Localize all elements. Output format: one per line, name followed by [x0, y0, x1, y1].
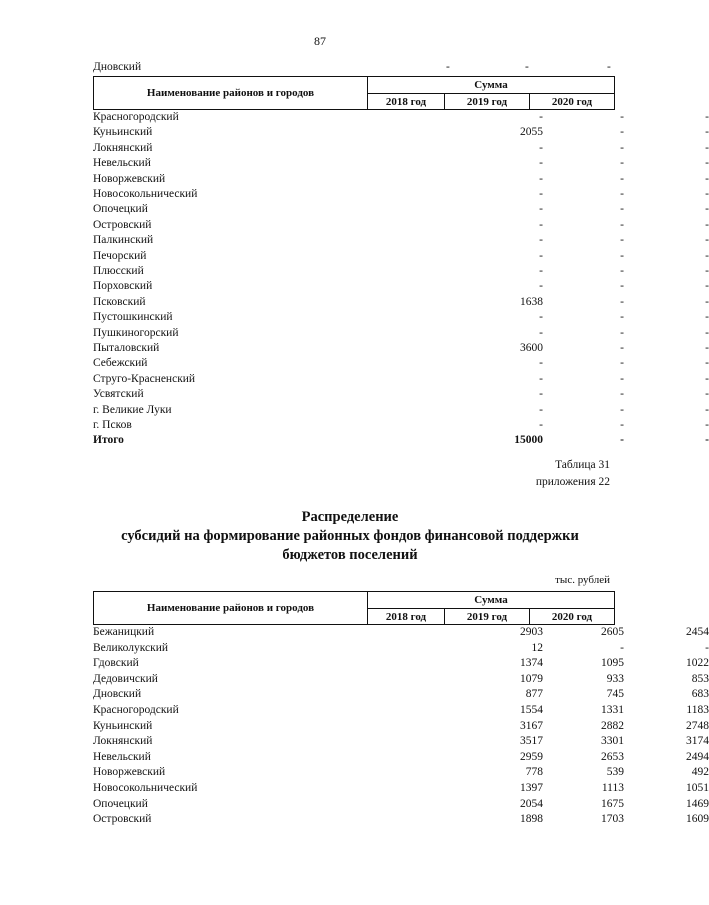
row-value-2018: 3167: [520, 719, 543, 732]
row-value-2019: -: [525, 61, 529, 73]
title-line-1: Распределение: [301, 509, 399, 525]
table-row: [93, 279, 709, 294]
table2-header: [93, 591, 615, 625]
title-line-3: бюджетов поселений: [282, 547, 418, 563]
row-value-2019: -: [620, 188, 624, 200]
caption-table-number: Таблица 31: [555, 459, 610, 471]
row-value-2019: 2605: [601, 626, 624, 638]
row-value-2019: -: [620, 126, 624, 139]
total-row: [93, 433, 709, 448]
table-row: [93, 812, 709, 827]
row-value-2020: -: [705, 641, 709, 654]
table-row: [93, 387, 709, 402]
row-name: Пыталовский: [93, 342, 160, 354]
table-row: [93, 264, 709, 279]
row-name: Усвятский: [93, 388, 144, 401]
table-row: [93, 703, 709, 718]
units-label: тыс. рублей: [555, 574, 610, 586]
row-value-2019: -: [620, 157, 624, 170]
row-name: Локнянский: [93, 141, 153, 154]
row-value-2019: -: [620, 388, 624, 401]
row-name: Палкинский: [93, 234, 154, 247]
row-value-2018: -: [539, 357, 543, 370]
row-value-2019: 2882: [601, 719, 624, 732]
row-name: Струго-Красненский: [93, 372, 196, 385]
row-name: Пустошкинский: [93, 311, 173, 324]
row-value-2020: 1609: [686, 813, 709, 826]
row-value-2019: -: [620, 311, 624, 324]
row-value-2020: -: [705, 157, 709, 170]
row-name: Островский: [93, 218, 152, 231]
row-value-2020: -: [705, 172, 709, 185]
table-row: [93, 750, 709, 765]
row-value-2019: 745: [606, 688, 624, 701]
section-title: [60, 508, 640, 565]
carryover-row: [93, 60, 613, 75]
row-name: Псковский: [93, 295, 146, 308]
table-row: [93, 295, 709, 310]
row-value-2019: 1095: [601, 657, 624, 670]
row-value-2020: -: [607, 61, 611, 73]
table-row: [93, 641, 709, 656]
row-value-2018: -: [539, 403, 543, 416]
row-name: г. Великие Луки: [93, 403, 172, 416]
row-value-2018: -: [539, 249, 543, 262]
row-value-2020: -: [705, 357, 709, 370]
row-value-2018: 3600: [520, 342, 543, 354]
row-value-2019: -: [620, 249, 624, 262]
row-value-2018: 2959: [520, 750, 543, 763]
header-name-col: Наименование районов и городов: [94, 592, 368, 625]
row-value-2018: 1397: [520, 782, 543, 794]
row-value-2020: -: [705, 249, 709, 262]
total-value-2019: -: [620, 434, 624, 447]
table-row: [93, 687, 709, 702]
page-number: 87: [314, 34, 326, 48]
row-value-2020: -: [705, 372, 709, 385]
row-value-2018: 1079: [520, 672, 543, 685]
row-name: Дедовичский: [93, 672, 158, 685]
table-row: [93, 141, 709, 156]
header-year-2020: 2020 год: [530, 609, 615, 625]
row-value-2020: 2454: [686, 626, 709, 638]
row-value-2018: -: [539, 157, 543, 170]
row-name: Бежаницкий: [93, 626, 155, 638]
row-value-2020: -: [705, 234, 709, 247]
row-value-2018: -: [446, 61, 450, 73]
row-name: Куньинский: [93, 719, 153, 732]
row-value-2019: 933: [606, 672, 624, 685]
row-value-2019: -: [620, 111, 624, 123]
row-value-2019: 2653: [601, 750, 624, 763]
row-value-2018: -: [539, 311, 543, 324]
row-name: Красногородский: [93, 111, 179, 123]
row-name: Невельский: [93, 157, 151, 170]
row-name: Гдовский: [93, 657, 139, 670]
row-value-2020: -: [705, 342, 709, 354]
row-value-2020: 1022: [686, 657, 709, 670]
total-label: Итого: [93, 434, 124, 447]
row-value-2019: -: [620, 295, 624, 308]
row-name: Великолукский: [93, 641, 169, 654]
table-row: [93, 172, 709, 187]
row-value-2019: -: [620, 141, 624, 154]
row-value-2018: -: [539, 141, 543, 154]
row-value-2018: -: [539, 172, 543, 185]
row-value-2018: -: [539, 372, 543, 385]
row-value-2019: -: [620, 372, 624, 385]
row-name: Опочецкий: [93, 797, 148, 810]
table-row: [93, 233, 709, 248]
row-name: Куньинский: [93, 126, 153, 139]
row-value-2020: -: [705, 403, 709, 416]
table-row: [93, 341, 709, 356]
table-row: [93, 403, 709, 418]
row-name: Красногородский: [93, 704, 179, 716]
row-value-2018: -: [539, 326, 543, 339]
row-value-2020: -: [705, 419, 709, 431]
row-value-2018: 12: [531, 641, 543, 654]
table-row: [93, 719, 709, 734]
row-value-2018: 2903: [520, 626, 543, 638]
caption-appendix: приложения 22: [535, 476, 610, 488]
row-value-2020: 853: [691, 672, 709, 685]
row-value-2019: -: [620, 326, 624, 339]
row-value-2019: -: [620, 357, 624, 370]
row-value-2020: -: [705, 388, 709, 401]
row-value-2020: -: [705, 188, 709, 200]
row-value-2018: 778: [525, 766, 543, 779]
row-name: Локнянский: [93, 735, 153, 748]
header-year-2019: 2019 год: [445, 94, 530, 110]
total-value-2020: -: [705, 434, 709, 447]
row-value-2020: 2748: [686, 719, 709, 732]
row-value-2020: -: [705, 218, 709, 231]
row-value-2019: -: [620, 234, 624, 247]
row-value-2020: 1183: [686, 704, 709, 716]
table-row: [93, 110, 709, 125]
row-value-2018: 2055: [520, 126, 543, 139]
row-name: Пушкиногорский: [93, 326, 179, 339]
table-row: [93, 218, 709, 233]
row-value-2019: -: [620, 403, 624, 416]
row-value-2018: 1898: [520, 813, 543, 826]
row-value-2018: -: [539, 188, 543, 200]
table-row: [93, 734, 709, 749]
row-value-2020: 683: [691, 688, 709, 701]
table-row: [93, 625, 709, 640]
row-value-2019: -: [620, 342, 624, 354]
row-name: Невельский: [93, 750, 151, 763]
row-name: Островский: [93, 813, 152, 826]
row-value-2020: -: [705, 326, 709, 339]
row-name: Новоржевский: [93, 172, 166, 185]
row-name: Дновский: [93, 61, 142, 73]
table-row: [93, 202, 709, 217]
row-value-2018: 3517: [520, 735, 543, 748]
table-row: [93, 372, 709, 387]
header-year-2018: 2018 год: [368, 94, 445, 110]
row-value-2020: -: [705, 126, 709, 139]
title-line-2: субсидий на формирование районных фондов финансовой поддержки: [121, 528, 579, 544]
row-value-2019: 1675: [601, 797, 624, 810]
row-value-2020: -: [705, 311, 709, 324]
table-row: [93, 187, 709, 202]
row-value-2020: -: [705, 295, 709, 308]
total-value-2018: 15000: [514, 434, 543, 447]
row-value-2018: -: [539, 234, 543, 247]
row-value-2020: 1051: [686, 782, 709, 794]
row-value-2018: 1638: [520, 295, 543, 308]
row-value-2019: -: [620, 265, 624, 277]
row-name: Порховский: [93, 280, 153, 293]
header-year-2020: 2020 год: [530, 94, 615, 110]
header-sum: Сумма: [368, 592, 615, 609]
row-value-2020: -: [705, 111, 709, 123]
row-value-2019: -: [620, 419, 624, 431]
row-value-2020: -: [705, 141, 709, 154]
row-name: Плюсский: [93, 265, 144, 277]
row-value-2019: 1331: [601, 704, 624, 716]
row-value-2018: 877: [525, 688, 543, 701]
row-value-2018: -: [539, 419, 543, 431]
table-row: [93, 765, 709, 780]
table-row: [93, 356, 709, 371]
row-value-2020: -: [705, 265, 709, 277]
row-name: Новосокольнический: [93, 782, 198, 794]
row-value-2018: -: [539, 388, 543, 401]
table1-header: [93, 76, 615, 110]
table-caption: [536, 457, 610, 491]
row-value-2018: 2054: [520, 797, 543, 810]
row-value-2019: 1703: [601, 813, 624, 826]
row-name: Дновский: [93, 688, 142, 701]
row-value-2018: -: [539, 111, 543, 123]
row-value-2019: -: [620, 172, 624, 185]
table-row: [93, 326, 709, 341]
row-value-2020: 492: [691, 766, 709, 779]
row-value-2018: 1554: [520, 704, 543, 716]
row-value-2019: -: [620, 280, 624, 293]
row-value-2018: -: [539, 265, 543, 277]
row-name: г. Псков: [93, 419, 132, 431]
row-name: Новоржевский: [93, 766, 166, 779]
header-sum: Сумма: [368, 77, 615, 94]
row-value-2020: 3174: [686, 735, 709, 748]
row-value-2018: -: [539, 280, 543, 293]
row-value-2019: -: [620, 203, 624, 216]
table-row: [93, 125, 709, 140]
row-name: Новосокольнический: [93, 188, 198, 200]
table-row: [93, 310, 709, 325]
row-name: Опочецкий: [93, 203, 148, 216]
row-value-2019: -: [620, 641, 624, 654]
header-year-2018: 2018 год: [368, 609, 445, 625]
row-value-2020: 1469: [686, 797, 709, 810]
header-name-col: Наименование районов и городов: [94, 77, 368, 110]
row-value-2018: -: [539, 218, 543, 231]
row-value-2019: -: [620, 218, 624, 231]
table-row: [93, 656, 709, 671]
row-value-2018: -: [539, 203, 543, 216]
row-value-2020: 2494: [686, 750, 709, 763]
table-row: [93, 781, 709, 796]
table-row: [93, 797, 709, 812]
row-value-2019: 539: [606, 766, 624, 779]
row-value-2020: -: [705, 280, 709, 293]
table-row: [93, 156, 709, 171]
table-row: [93, 249, 709, 264]
header-year-2019: 2019 год: [445, 609, 530, 625]
row-value-2020: -: [705, 203, 709, 216]
row-value-2019: 3301: [601, 735, 624, 748]
row-value-2019: 1113: [601, 782, 624, 794]
row-name: Себежский: [93, 357, 148, 370]
table-row: [93, 672, 709, 687]
row-value-2018: 1374: [520, 657, 543, 670]
table-row: [93, 418, 709, 433]
row-name: Печорский: [93, 249, 147, 262]
